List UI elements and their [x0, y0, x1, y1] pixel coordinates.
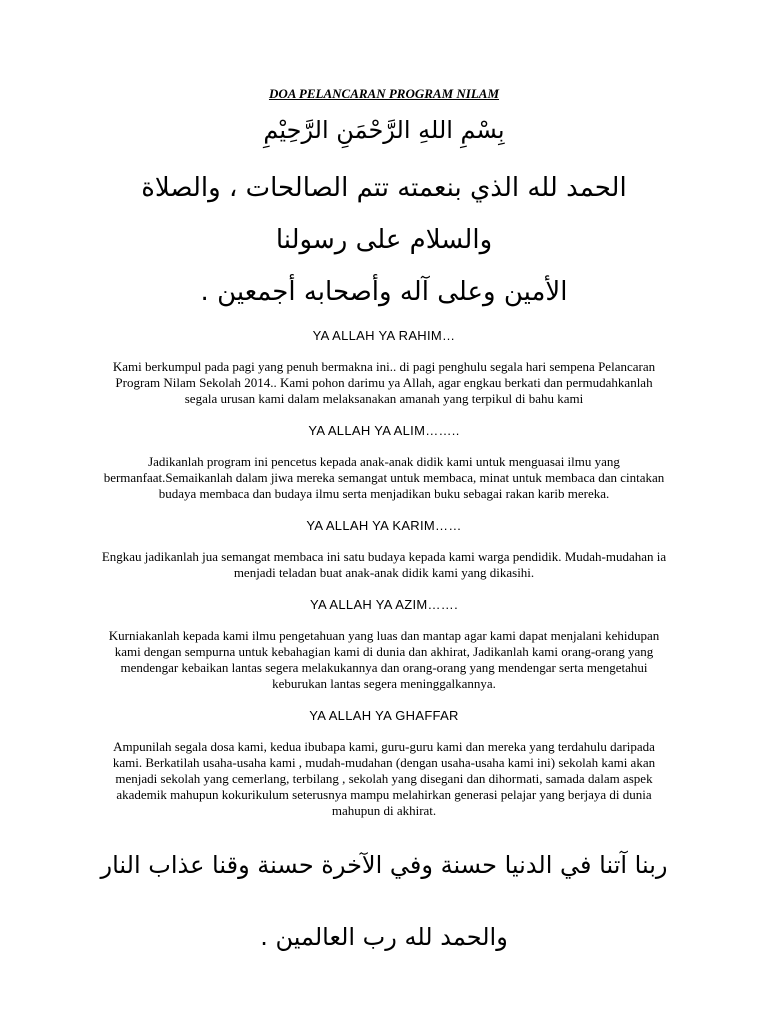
section-heading-karim: YA ALLAH YA KARIM…… [306, 518, 462, 533]
closing-arabic-prayer: ربنا آتنا في الدنيا حسنة وفي الآخرة حسنة وقنا عذاب النار [100, 851, 668, 879]
section-body-alim: Jadikanlah program ini pencetus kepada anak-anak didik kami untuk menguasai ilmu yang bermanfaat.Semaikanlah dalam jiwa mereka semangat untuk membaca, minat untuk membaca dan cintakan budaya membaca dan budaya ilmu serta menjadikan buku sebagai rakan karib mereka. [103, 454, 665, 501]
section-body-azim: Kurniakanlah kepada kami ilmu pengetahuan yang luas dan mantap agar kami dapat menjalani kehidupan kami dengan sempurna untuk kebahagian kami di dunia dan akhirat, Jadikanlah kami orang-orang yang mendengar kebaikan lantas segera melakukannya dan orang-orang yang mendengar serta mengetahui keburukan lantas segera meninggalkannya. [108, 628, 660, 691]
section-heading-alim: YA ALLAH YA ALIM…….. [308, 423, 460, 438]
section-body-ghaffar: Ampunilah segala dosa kami, kedua ibubapa kami, guru-guru kami dan mereka yang terdahulu daripada kami. Berkatilah usaha-usaha kami , mudah-mudahan (dengan usaha-usaha kami ini) sekolah kami akan menjadi sekolah yang cemerlang, terbilang , sekolah yang disegani dan dihormati, samada dalam aspek akademik mahupun kokurikulum seterusnya mampu melahirkan generasi pelajar yang berjaya di dunia mahupun di akhirat. [112, 739, 656, 818]
section-heading-rahim: YA ALLAH YA RAHIM… [312, 328, 456, 343]
section-heading-ghaffar: YA ALLAH YA GHAFFAR [309, 708, 459, 723]
section-body-rahim: Kami berkumpul pada pagi yang penuh bermakna ini.. di pagi penghulu segala hari sempena Pelancaran Program Nilam Sekolah 2014.. Kami pohon darimu ya Allah, agar engkau berkati dan permudahkanlah segala urusan kami dalam melaksanakan amanah yang terpikul di bahu kami [112, 359, 656, 406]
document-title: DOA PELANCARAN PROGRAM NILAM [268, 86, 500, 101]
section-heading-azim: YA ALLAH YA AZIM……. [309, 597, 459, 612]
final-arabic-praise: والحمد لله رب العالمين . [260, 923, 508, 951]
opening-arabic-line-2: الأمين وعلى آله وأصحابه أجمعين . [200, 277, 568, 307]
opening-arabic-line-1: الحمد لله الذي بنعمته تتم الصالحات ، والصلاة والسلام على رسولنا [141, 173, 627, 255]
section-body-karim: Engkau jadikanlah jua semangat membaca ini satu budaya kepada kami warga pendidik. Mudah-mudahan ia menjadi teladan buat anak-anak didik kami yang dikasihi. [101, 549, 667, 580]
basmalah-calligraphy: بِسْمِ اللهِ الرَّحْمَنِ الرَّحِيْمِ [263, 116, 505, 144]
